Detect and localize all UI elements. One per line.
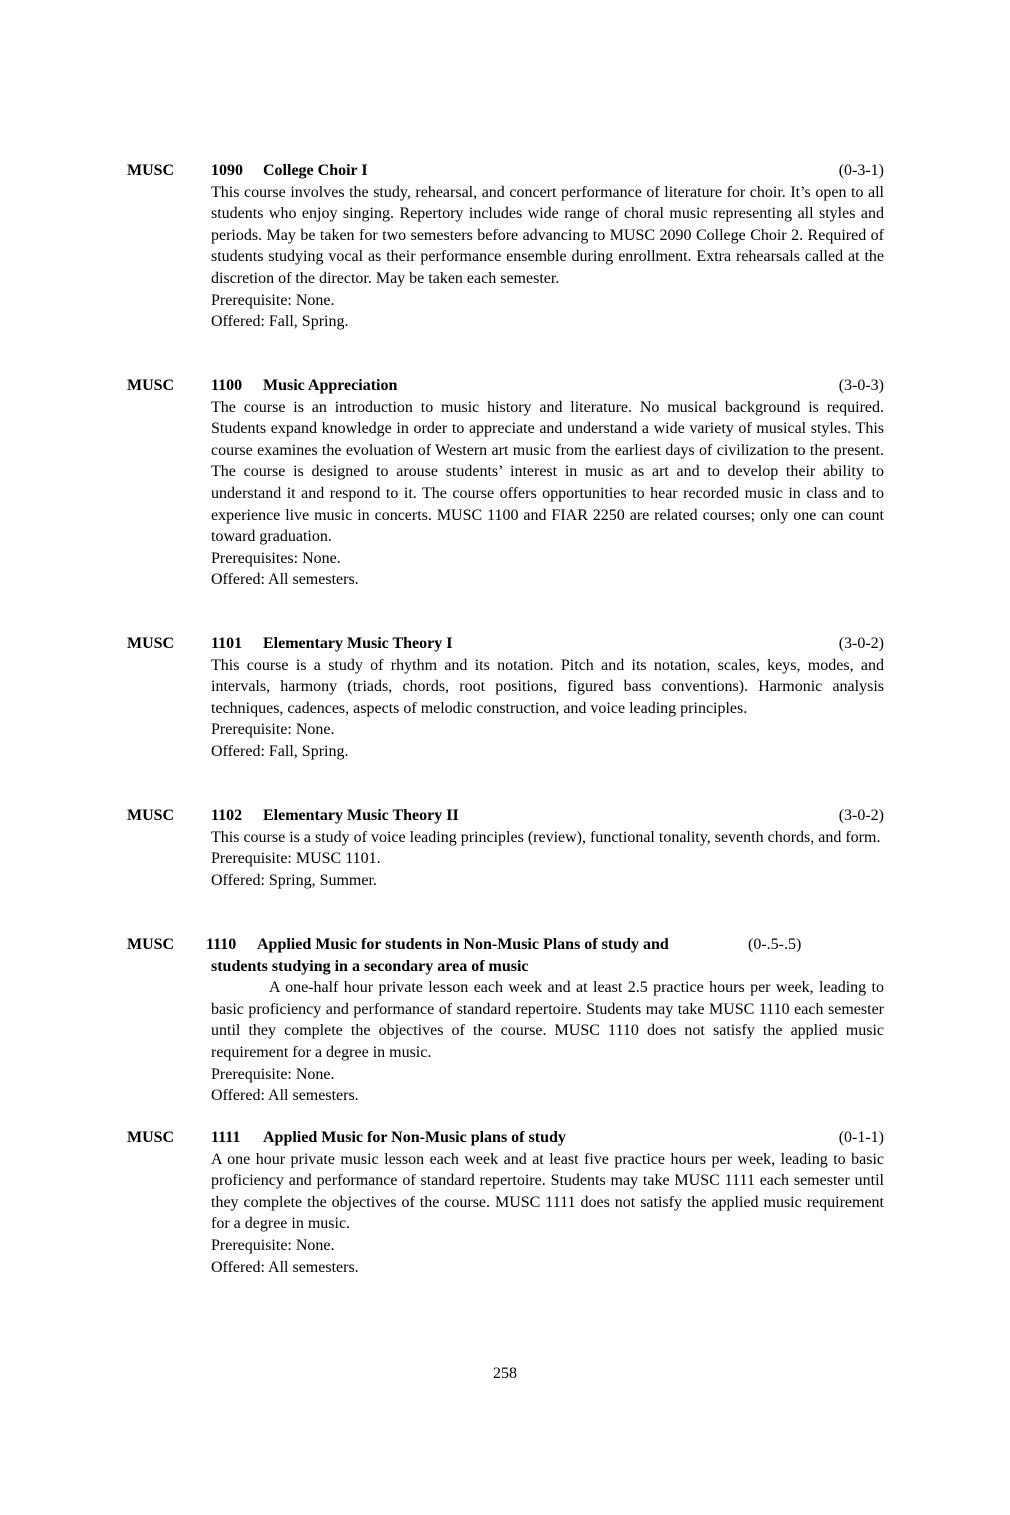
course-subject: MUSC [127,936,175,953]
course-prerequisite: Prerequisites: None. [211,549,341,567]
course-body [211,182,884,333]
course-description: The course is an introduction to music history and literature. No musical background is required. Students expand knowledge in order to appreciate and understand a wide variety of musical styles. This course examines the evoluation of Western art music from the earliest days of civilization to the present. The course is designed to arouse students’ interest in music as art and to develop their ability to understand it and respond to it. The course offers opportunities to hear recorded music in class and to experience live music in concerts. MUSC 1100 and FIAR 2250 are related courses; only one can count toward graduation. [211,398,884,546]
course-title: Elementary Music Theory I [263,635,453,652]
course-header [127,633,884,655]
course-title: Music Appreciation [263,377,398,394]
course-number: 1111 [211,1129,241,1146]
course-description: This course is a study of voice leading principles (review), functional tonality, seventh chords, and form. [211,828,881,846]
course-offered: Offered: Spring, Summer. [211,871,377,889]
course-subject: MUSC [127,377,175,394]
course-entry-musc-1100 [127,375,884,591]
course-body [211,956,884,1107]
course-title: Applied Music for Non-Music plans of study [263,1129,566,1146]
course-subject: MUSC [127,807,175,824]
course-body [211,1149,884,1279]
course-credits: (0-.5-.5) [748,936,802,953]
course-prerequisite: Prerequisite: None. [211,721,335,739]
course-number: 1090 [211,162,243,179]
course-number: 1101 [211,635,243,652]
course-subject: MUSC [127,635,175,652]
course-title: Applied Music for students in Non-Music Plans of study and [257,936,669,953]
course-header [127,805,884,827]
course-credits: (3-0-2) [838,635,884,652]
course-prerequisite: Prerequisite: None. [211,1236,335,1254]
course-description: A one-half hour private lesson each week and at least 2.5 practice hours per week, leading to basic proficiency and performance of standard repertoire. Students may take MUSC 1110 each semester until they complete the objectives of the course. MUSC 1110 does not satisfy the applied music requirement for a degree in music. [211,979,884,1061]
course-prerequisite: Prerequisite: None. [211,291,335,309]
course-header [127,1127,884,1149]
course-entry-musc-1102 [127,805,884,891]
course-header [127,934,884,956]
course-title: Elementary Music Theory II [263,807,459,824]
course-number: 1100 [211,377,243,394]
course-credits: (3-0-2) [838,807,884,824]
course-subject: MUSC [127,1129,175,1146]
course-credits: (0-3-1) [838,162,884,179]
course-credits: (3-0-3) [838,377,884,394]
course-offered: Offered: All semesters. [211,1087,359,1105]
course-credits: (0-1-1) [838,1129,884,1146]
course-body [211,827,884,892]
course-header [127,375,884,397]
course-prerequisite: Prerequisite: None. [211,1065,335,1083]
course-entry-musc-1111 [127,1127,884,1278]
course-body [211,397,884,591]
course-entry-musc-1090 [127,160,884,333]
course-description: This course involves the study, rehearsal, and concert performance of literature for choir. It’s open to all students who enjoy singing. Repertory includes wide range of choral music representing all styles and periods. May be taken for two semesters before advancing to MUSC 2090 College Choir 2. Required of students studying vocal as their performance ensemble during enrollment. Extra rehearsals called at the discretion of the director. May be taken each semester. [211,183,884,287]
course-description: A one hour private music lesson each week and at least five practice hours per week, leading to basic proficiency and performance of standard repertoire. Students may take MUSC 1111 each semester until they complete the objectives of the course. MUSC 1111 does not satisfy the applied music requirement for a degree in music. [211,1150,884,1233]
course-offered: Offered: All semesters. [211,1258,359,1276]
course-number: 1102 [211,807,243,824]
course-title: College Choir I [263,162,368,179]
course-entry-musc-1110 [127,934,884,1107]
course-entry-musc-1101 [127,633,884,763]
course-number: 1110 [206,936,237,953]
course-header [127,160,884,182]
page-number: 258 [493,1365,517,1382]
course-description: This course is a study of rhythm and its notation. Pitch and its notation, scales, keys, modes, and intervals, harmony (triads, chords, root positions, figured bass conventions). Harmonic analysis techniques, cadences, aspects of melodic construction, and voice leading principles. [211,656,884,717]
course-prerequisite: Prerequisite: MUSC 1101. [211,850,381,868]
course-offered: Offered: Fall, Spring. [211,742,349,760]
course-body [211,655,884,763]
course-offered: Offered: All semesters. [211,571,359,589]
course-title-continued: students studying in a secondary area of music [211,957,529,975]
course-offered: Offered: Fall, Spring. [211,313,349,331]
course-subject: MUSC [127,162,175,179]
